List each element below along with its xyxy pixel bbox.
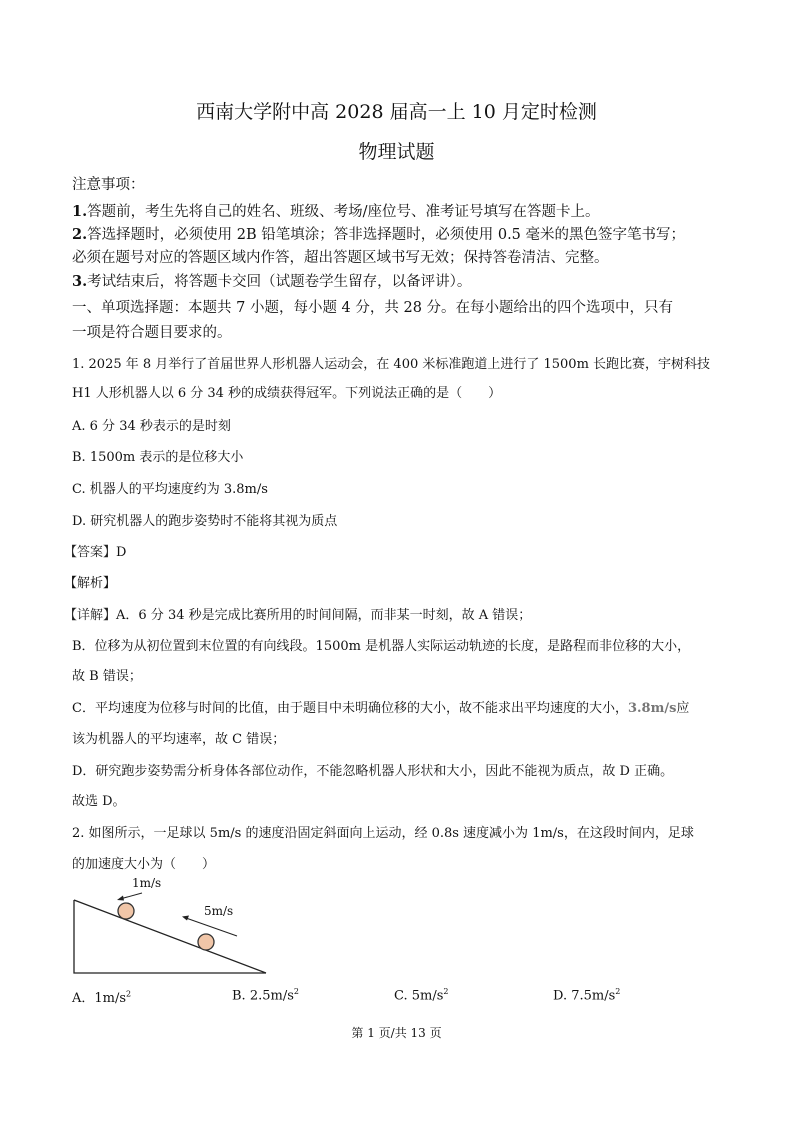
q1-detail-line-3: 故 B 错误；: [72, 669, 142, 684]
note-1: [72, 200, 600, 221]
detail-text-c-end: 应: [676, 701, 690, 716]
q1-option-b: B. 1500m 表示的是位移大小: [72, 450, 244, 465]
q2-option-c-text: C. 5m/s: [394, 988, 444, 1004]
page-footer: 第 1 页/共 13 页: [351, 1026, 442, 1040]
q2-option-b: [232, 987, 299, 1003]
q1-answer: [64, 541, 126, 560]
q1-detail-line-2: B．位移为从初位置到末位置的有向线段。1500m 是机器人实际运动轨迹的长度，是路程而非位移的大小，: [72, 639, 691, 654]
incline-slope: [74, 900, 266, 973]
arrow-lower-shaft: [186, 918, 237, 936]
velocity-label-2: 5m/s: [204, 904, 234, 918]
detail-text-c: C．平均速度为位移与时间的比值，由于题目中未明确位移的大小，故不能求出平均速度的大小，: [72, 701, 628, 716]
q1-option-a: A. 6 分 34 秒表示的是时刻: [72, 419, 231, 434]
answer-value: D: [116, 545, 127, 560]
q2-option-d: [553, 987, 620, 1003]
note-3-text: 考试结束后，将答题卡交回（试题卷学生留存，以备评讲）。: [87, 274, 472, 290]
answer-tag: 【答案】: [64, 545, 117, 560]
note-2-line-1: [72, 223, 685, 244]
q1-detail-line-1: [64, 604, 531, 623]
arrow-upper-head: [117, 896, 124, 901]
q1-option-d: D. 研究机器人的跑步姿势时不能将其视为质点: [72, 514, 338, 529]
q2-option-d-exp: 2: [615, 987, 621, 996]
note-1-number: 1.: [72, 203, 88, 220]
q1-detail-line-6: D．研究跑步姿势需分析身体各部位动作，不能忽略机器人形状和大小，因此不能视为质点，故 D 正确。: [72, 764, 674, 779]
q2-stem-line-2: 的加速度大小为（ ）: [72, 857, 216, 872]
note-2-line-2: 必须在题号对应的答题区域内作答，超出答题区域书写无效；保持答卷清洁、完整。: [72, 250, 609, 266]
notes-heading: 注意事项：: [72, 177, 145, 193]
arrow-lower-head: [182, 916, 189, 921]
ball-lower: [198, 934, 214, 950]
incline-figure: [60, 872, 280, 980]
detail-tag: 【详解】: [64, 608, 117, 623]
page-subtitle: 物理试题: [358, 141, 435, 163]
q1-stem-line-1: 1. 2025 年 8 月举行了首届世界人形机器人运动会，在 400 米标准跑道上进行了 1500m 长跑比赛，宇树科技: [72, 357, 711, 372]
note-3-number: 3.: [72, 273, 88, 290]
section-1-heading-cont: 一项是符合题目要求的。: [72, 325, 232, 341]
detail-value-3-8: 3.8m/s: [627, 701, 677, 716]
note-1-text: 答题前，考生先将自己的姓名、班级、考场/座位号、准考证号填写在答题卡上。: [87, 204, 600, 220]
page-title: 西南大学附中高 2028 届高一上 10 月定时检测: [196, 101, 597, 123]
note-2-number: 2.: [72, 226, 88, 243]
q2-option-a: [72, 987, 131, 1006]
q1-option-c: C. 机器人的平均速度约为 3.8m/s: [72, 482, 268, 497]
q2-option-c: [394, 987, 449, 1003]
q2-stem-line-1: 2. 如图所示，一足球以 5m/s 的速度沿固定斜面向上运动，经 0.8s 速度减小为 1m/s，在这段时间内，足球: [72, 826, 694, 841]
q2-option-b-text: B. 2.5m/s: [232, 988, 294, 1004]
ball-upper: [118, 903, 134, 919]
section-1-heading: 一、单项选择题：本题共 7 小题，每小题 4 分，共 28 分。在每小题给出的四个选项中，只有: [72, 300, 674, 316]
velocity-label-1: 1m/s: [132, 876, 162, 890]
q1-detail-line-5: 该为机器人的平均速率，故 C 错误；: [72, 732, 286, 747]
note-3: [72, 270, 471, 291]
q1-stem-line-2: H1 人形机器人以 6 分 34 秒的成绩获得冠军。下列说法正确的是（ ）: [72, 386, 502, 401]
note-2-text: 答选择题时，必须使用 2B 铅笔填涂；答非选择题时，必须使用 0.5 毫米的黑色签字笔书写；: [87, 227, 686, 243]
q1-detail-line-7: 故选 D。: [72, 794, 126, 809]
q1-analysis-tag: 【解析】: [64, 576, 117, 591]
q2-option-c-exp: 2: [443, 987, 449, 996]
q2-option-a-exp: 2: [126, 989, 132, 999]
q2-option-b-exp: 2: [293, 987, 299, 996]
q1-detail-line-4: [72, 697, 689, 716]
detail-text-a: A．6 分 34 秒是完成比赛所用的时间间隔，而非某一时刻，故 A 错误；: [116, 608, 532, 623]
q2-option-d-text: D. 7.5m/s: [553, 988, 616, 1004]
q2-option-a-text: A．1m/s: [72, 991, 127, 1006]
